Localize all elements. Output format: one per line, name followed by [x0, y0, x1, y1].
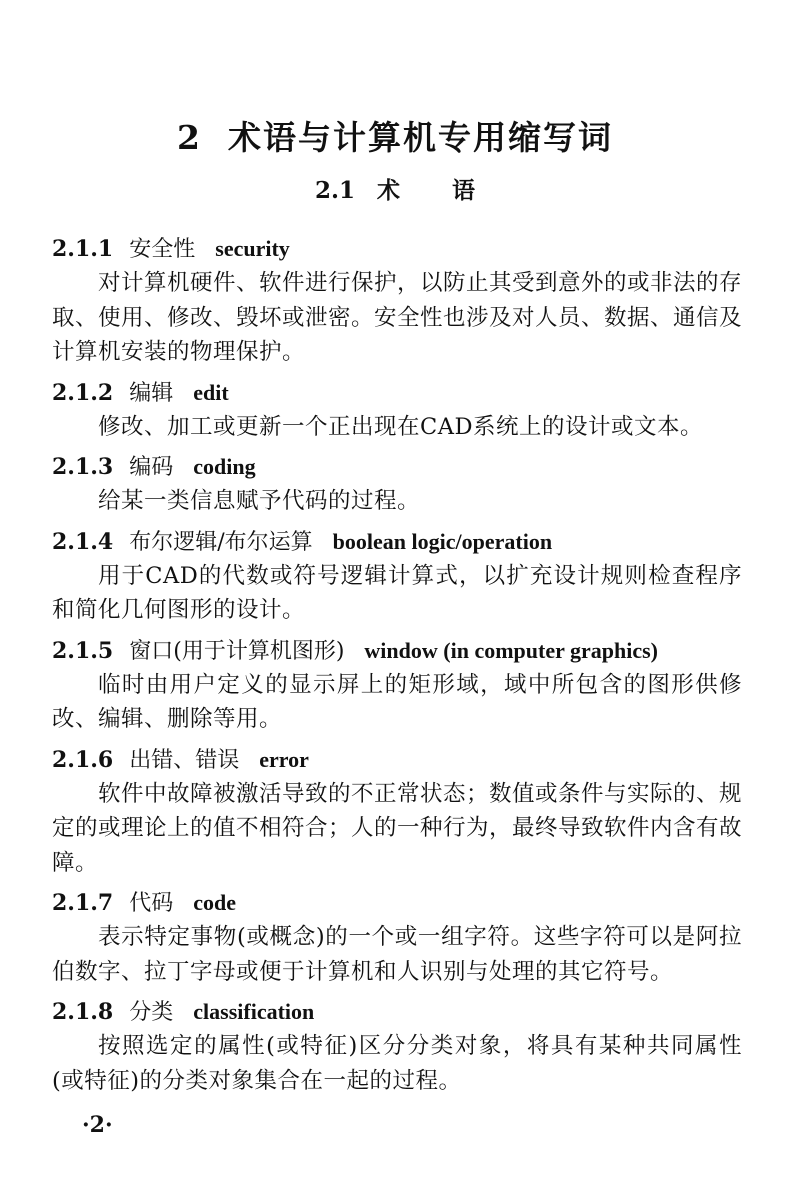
term-number: 2.1.5 — [52, 637, 114, 664]
term-heading — [52, 744, 742, 777]
term-definition: 对计算机硬件、软件进行保护，以防止其受到意外的或非法的存取、使用、修改、毁坏或泄密。安全性也涉及对人员、数据、通信及计算机安装的物理保护。 — [52, 270, 743, 365]
term-definition: 修改、加工或更新一个正出现在CAD系统上的设计或文本。 — [98, 413, 704, 440]
term-definition: 给某一类信息赋予代码的过程。 — [98, 488, 421, 514]
term-entry — [52, 887, 742, 989]
section-number: 2.1 — [314, 177, 355, 204]
term-heading — [52, 526, 742, 559]
term-heading — [52, 377, 742, 410]
term-definition: 软件中故障被激活导致的不正常状态；数值或条件与实际的、规定的或理论上的值不相符合；人的一种行为，最终导致软件内含有故障。 — [52, 780, 743, 876]
entry-list — [52, 226, 742, 1098]
term-english: window (in computer graphics) — [364, 637, 658, 663]
term-english: boolean logic/operation — [332, 528, 553, 554]
term-heading — [52, 451, 742, 484]
term-chinese: 分类 — [129, 1000, 174, 1025]
term-number: 2.1.6 — [52, 746, 114, 773]
term-number: 2.1.3 — [52, 454, 114, 480]
chapter-title-text: 术语与计算机专用缩写词 — [227, 118, 613, 157]
term-entry — [52, 996, 742, 1098]
term-english: error — [259, 746, 309, 772]
term-definition: 按照选定的属性(或特征)区分分类对象，将具有某种共同属性(或特征)的分类对象集合在一起的过程。 — [52, 1033, 742, 1094]
term-chinese: 布尔逻辑/布尔运算 — [129, 529, 313, 555]
term-heading — [52, 635, 742, 668]
chapter-title — [0, 112, 790, 159]
section-title-a: 术 — [377, 177, 400, 204]
term-entry — [52, 377, 742, 445]
term-chinese: 出错、错误 — [129, 747, 240, 773]
section-title-b: 语 — [452, 177, 475, 204]
term-definition: 表示特定事物(或概念)的一个或一组字符。这些字符可以是阿拉伯数字、拉丁字母或便于计算机和人识别与处理的其它符号。 — [52, 924, 742, 985]
term-chinese: 编辑 — [129, 380, 174, 406]
term-entry — [52, 635, 742, 737]
term-english: coding — [193, 454, 256, 479]
term-number: 2.1.2 — [52, 379, 114, 406]
term-definition: 临时由用户定义的显示屏上的矩形域，域中所包含的图形供修改、编辑、删除等用。 — [52, 671, 742, 732]
term-entry — [52, 233, 742, 370]
term-entry — [52, 526, 742, 628]
term-number: 2.1.1 — [52, 236, 114, 262]
term-number: 2.1.7 — [52, 890, 114, 916]
term-chinese: 窗口(用于计算机图形) — [129, 638, 345, 664]
section-title — [0, 172, 790, 205]
term-chinese: 编码 — [129, 455, 174, 480]
term-english: code — [193, 890, 237, 915]
term-entry — [52, 744, 742, 881]
term-chinese: 代码 — [129, 891, 174, 916]
term-entry — [52, 451, 742, 519]
term-english: security — [215, 236, 290, 261]
term-number: 2.1.8 — [52, 999, 114, 1025]
term-heading — [52, 996, 742, 1029]
term-english: classification — [193, 999, 315, 1024]
chapter-number: 2 — [177, 118, 202, 157]
term-number: 2.1.4 — [52, 528, 114, 555]
term-english: edit — [193, 379, 229, 405]
term-heading — [52, 233, 742, 266]
term-chinese: 安全性 — [129, 237, 196, 262]
term-heading — [52, 887, 742, 920]
page-number: ·2· — [82, 1112, 113, 1138]
term-definition: 用于CAD的代数或符号逻辑计算式，以扩充设计规则检查程序和简化几何图形的设计。 — [52, 562, 742, 623]
